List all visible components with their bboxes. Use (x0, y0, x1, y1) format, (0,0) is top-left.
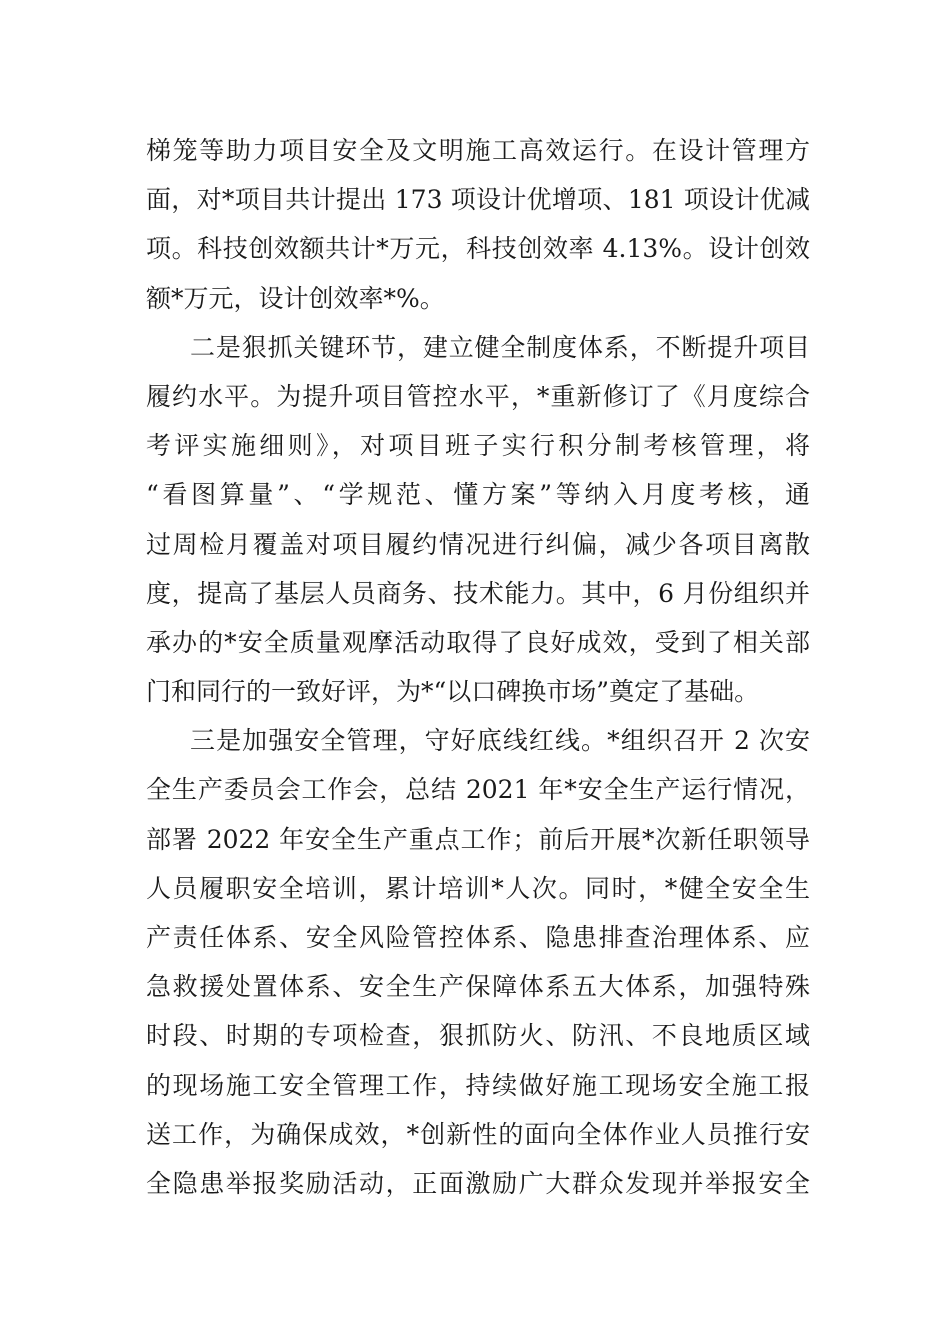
paragraph-start-line: 二是狠抓关键环节，建立健全制度体系，不断提升项目 (190, 332, 810, 362)
text-line: 的现场施工安全管理工作，持续做好施工现场安全施工报 (146, 1070, 810, 1100)
text-line: 全隐患举报奖励活动，正面激励广大群众发现并举报安全 (146, 1168, 810, 1198)
text-line: “看图算量”、“学规范、懂方案”等纳入月度考核，通 (146, 480, 810, 510)
text-line: 梯笼等助力项目安全及文明施工高效运行。在设计管理方 (146, 136, 810, 165)
text-line: 项。科技创效额共计*万元，科技创效率 4.13%。设计创效 (146, 234, 810, 264)
text-line: 面，对*项目共计提出 173 项设计优增项、181 项设计优减 (146, 185, 810, 215)
text-line: 送工作，为确保成效，*创新性的面向全体作业人员推行安 (146, 1119, 810, 1149)
text-line: 承办的*安全质量观摩活动取得了良好成效，受到了相关部 (146, 627, 810, 657)
text-line: 度，提高了基层人员商务、技术能力。其中，6 月份组织并 (146, 578, 810, 608)
document-body (146, 126, 810, 1208)
text-line: 履约水平。为提升项目管控水平，*重新修订了《月度综合 (146, 381, 810, 411)
text-line: 考评实施细则》，对项目班子实行积分制考核管理，将 (146, 431, 810, 461)
text-line: 部署 2022 年安全生产重点工作；前后开展*次新任职领导 (146, 824, 810, 854)
text-line: 时段、时期的专项检查，狠抓防火、防汛、不良地质区域 (146, 1021, 810, 1051)
text-line: 产责任体系、安全风险管控体系、隐患排查治理体系、应 (146, 923, 810, 952)
text-line: 门和同行的一致好评，为*“以口碑换市场”奠定了基础。 (146, 677, 760, 707)
paragraph-start-line: 三是加强安全管理，守好底线红线。*组织召开 2 次安 (190, 726, 810, 756)
text-line: 急救援处置体系、安全生产保障体系五大体系，加强特殊 (146, 972, 810, 1002)
text-line: 额*万元，设计创效率*%。 (146, 283, 445, 313)
text-line: 人员履职安全培训，累计培训*人次。同时，*健全安全生 (146, 873, 810, 903)
text-line: 全生产委员会工作会，总结 2021 年*安全生产运行情况， (146, 775, 810, 805)
text-line: 过周检月覆盖对项目履约情况进行纠偏，减少各项目离散 (146, 529, 810, 559)
